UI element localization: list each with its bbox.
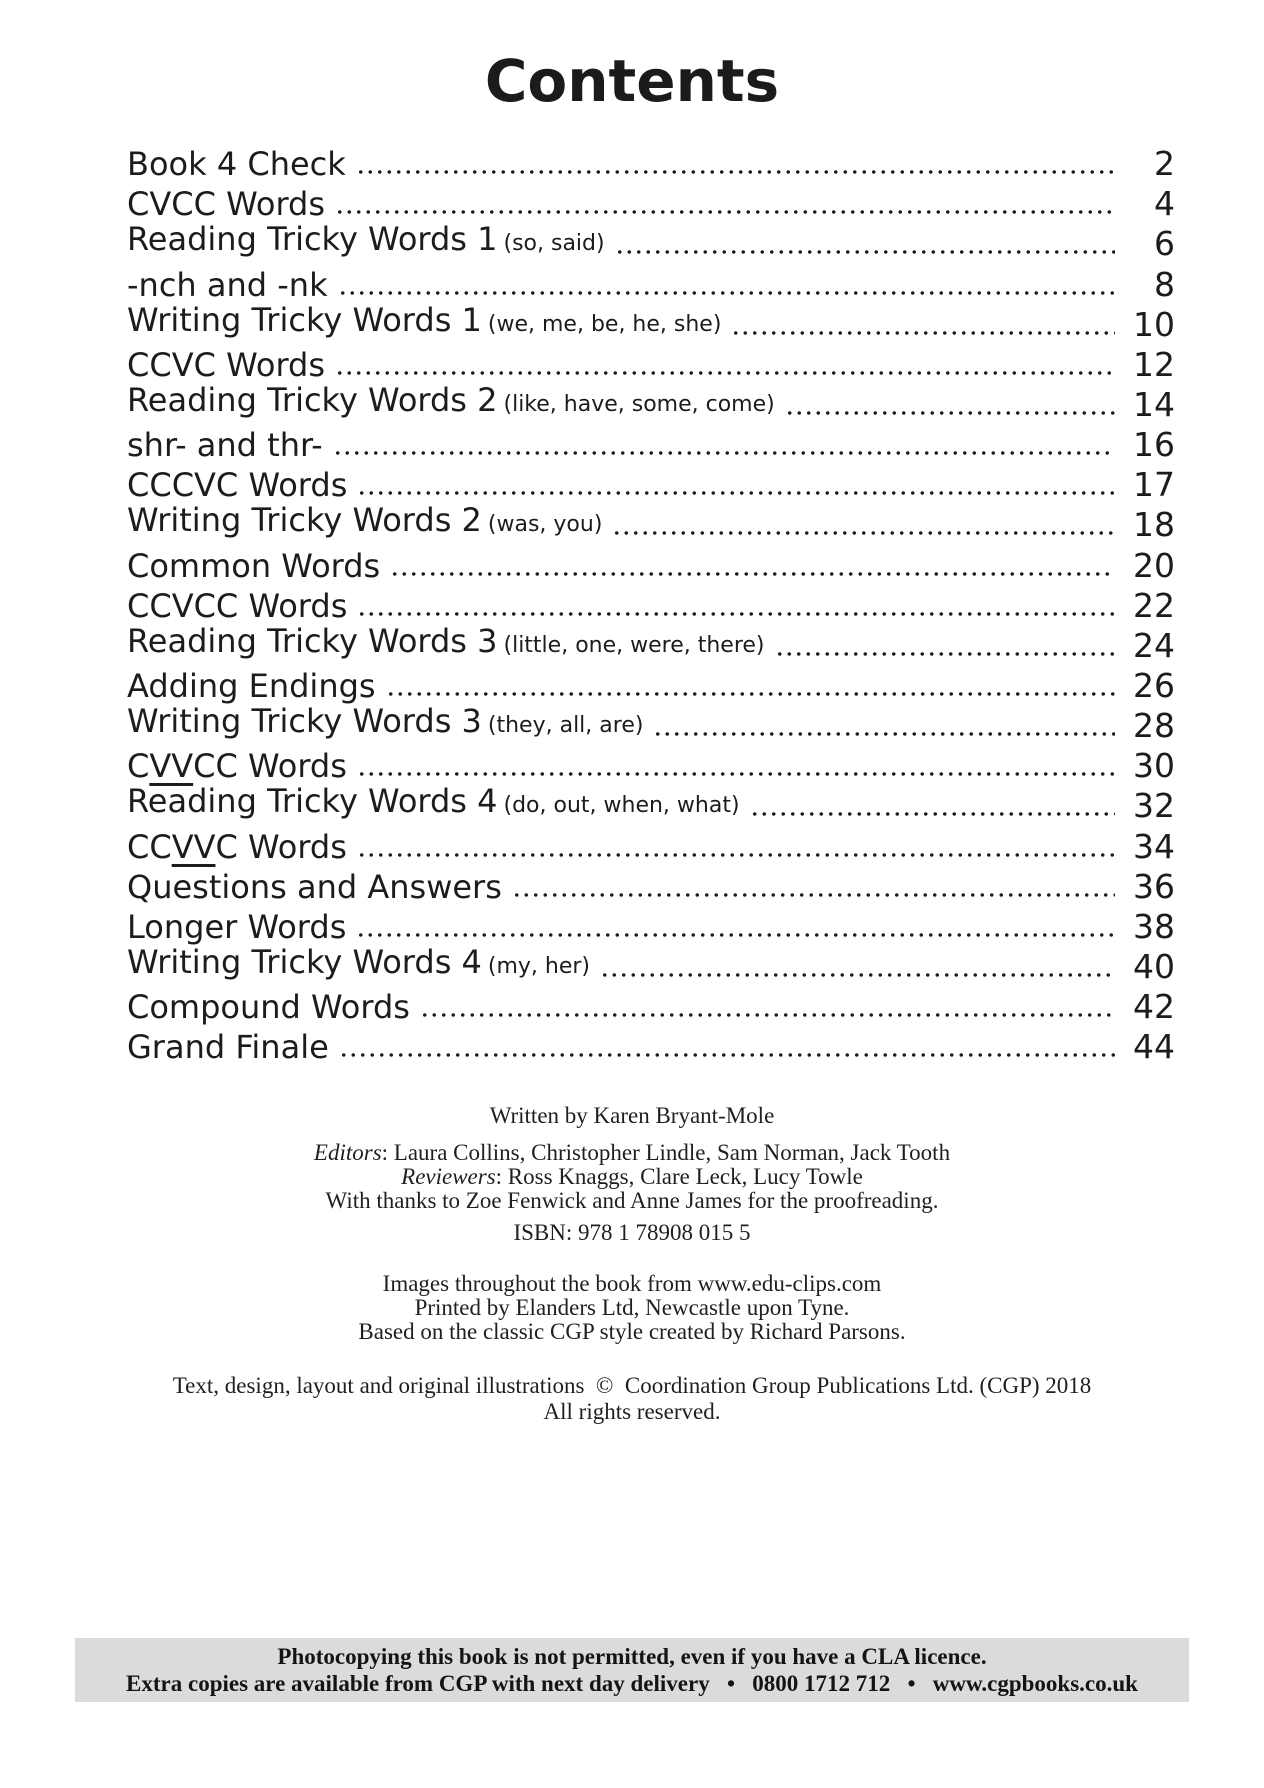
- toc-entry: [127, 905, 1175, 945]
- toc-entry-page: 36: [1133, 866, 1175, 906]
- toc-entry-page: 28: [1133, 706, 1175, 746]
- dot-leader: [333, 451, 1115, 455]
- toc-entry-page: 6: [1154, 224, 1175, 264]
- toc-entry-page: 20: [1133, 545, 1175, 585]
- copyright-line: Text, design, layout and original illustrations © Coordination Group Publications Ltd. (CGP) 2018: [172, 1373, 1092, 1399]
- toc-entry-page: 14: [1133, 384, 1175, 424]
- reviewers-names: : Ross Knaggs, Clare Leck, Lucy Towle: [495, 1164, 863, 1190]
- toc-entry-page: 34: [1133, 826, 1175, 866]
- toc-entry: [127, 543, 1175, 583]
- toc-entry: [127, 985, 1175, 1025]
- production-block: [0, 1272, 1264, 1344]
- dot-leader: [356, 170, 1115, 174]
- toc-entry-page: 40: [1133, 946, 1175, 986]
- reviewers-line: [0, 1165, 1264, 1189]
- toc-entry: [127, 222, 1175, 262]
- toc-entry-title: CCVCC Words: [127, 586, 348, 625]
- credits-section: [0, 1103, 1264, 1425]
- toc-entry-title: Reading Tricky Words 1 (so, said): [127, 220, 605, 259]
- toc-entry-title: Longer Words: [127, 907, 347, 946]
- toc-entry-subtitle: (my, her): [487, 953, 591, 979]
- toc-entry-subtitle: (they, all, are): [487, 713, 644, 739]
- toc-entry: [127, 942, 1175, 986]
- toc-entry: [127, 503, 1175, 543]
- printer-line: Printed by Elanders Ltd, Newcastle upon Tyne.: [414, 1295, 850, 1321]
- editors-label: Editors: [313, 1140, 382, 1166]
- page-title: Contents: [484, 47, 780, 115]
- toc-entry-title: CCCVC Words: [127, 466, 348, 505]
- dot-leader: [338, 291, 1115, 295]
- editors-block: [0, 1141, 1264, 1213]
- toc-entry-page: 12: [1133, 344, 1175, 384]
- toc-entry-page: 2: [1154, 144, 1175, 184]
- toc-entry-title: shr- and thr-: [127, 426, 323, 465]
- toc-entry-subtitle: (like, have, some, come): [503, 391, 775, 417]
- toc-entry-title: Writing Tricky Words 1 (we, me, be, he, she): [127, 300, 722, 339]
- toc-entry-title: Writing Tricky Words 2 (was, you): [127, 501, 603, 540]
- toc-entry-page: 8: [1154, 264, 1175, 304]
- reviewers-label: Reviewers: [401, 1164, 496, 1190]
- toc-entry: [127, 865, 1175, 905]
- toc-entry-page: 22: [1133, 585, 1175, 625]
- toc-entry: [127, 784, 1175, 824]
- toc-entry-title: Common Words: [127, 546, 381, 585]
- photocopy-notice-line: Photocopying this book is not permitted, even if you have a CLA licence.: [277, 1644, 987, 1669]
- toc-entry-page: 18: [1133, 505, 1175, 545]
- dot-leader: [357, 491, 1115, 495]
- toc-entry-page: 17: [1133, 465, 1175, 505]
- dot-leader: [731, 331, 1115, 335]
- images-credit-line: Images throughout the book from www.edu-clips.com: [382, 1271, 882, 1297]
- toc-entry-title: Reading Tricky Words 4 (do, out, when, what): [127, 782, 740, 821]
- toc-entry: [127, 343, 1175, 383]
- toc-entry: [127, 824, 1175, 864]
- dot-leader: [512, 893, 1115, 897]
- toc-entry-page: 4: [1154, 184, 1175, 224]
- toc-entry-page: 10: [1133, 304, 1175, 344]
- dot-leader: [335, 371, 1115, 375]
- written-by-line: Written by Karen Bryant-Mole: [489, 1103, 775, 1129]
- toc-entry-title: CVCC Words: [127, 185, 326, 224]
- dot-leader: [653, 732, 1115, 736]
- thanks-line: With thanks to Zoe Fenwick and Anne James for the proofreading.: [325, 1188, 939, 1214]
- toc-entry-title: Grand Finale: [127, 1028, 329, 1067]
- dot-leader: [357, 853, 1115, 857]
- toc-entry-subtitle: (so, said): [503, 231, 605, 257]
- photocopy-notice-bar: [75, 1638, 1189, 1702]
- toc-entry: [127, 621, 1175, 665]
- toc-entry-page: 26: [1133, 665, 1175, 705]
- toc-entry-title: Compound Words: [127, 988, 410, 1027]
- toc-entry: [127, 182, 1175, 222]
- toc-entry-title: Reading Tricky Words 2 (like, have, some, come): [127, 380, 775, 419]
- dot-leader: [775, 652, 1115, 656]
- dot-leader: [612, 531, 1115, 535]
- toc-entry-page: 24: [1133, 625, 1175, 665]
- toc-entry-title: Reading Tricky Words 3 (little, one, were, there): [127, 621, 765, 660]
- dot-leader: [420, 1013, 1115, 1017]
- editors-names: : Laura Collins, Christopher Lindle, Sam Norman, Jack Tooth: [381, 1140, 951, 1166]
- dot-leader: [390, 572, 1115, 576]
- toc-entry: [127, 744, 1175, 784]
- toc-entry-title: CVVCC Words: [127, 747, 347, 786]
- dot-leader: [386, 692, 1115, 696]
- toc-entry: [127, 1025, 1175, 1065]
- toc-entry-page: 32: [1133, 786, 1175, 826]
- isbn-line: ISBN: 978 1 78908 015 5: [513, 1220, 751, 1246]
- toc-entry-subtitle: (do, out, when, what): [503, 793, 740, 819]
- toc-entry: [127, 463, 1175, 503]
- toc-entry-title: Writing Tricky Words 3 (they, all, are): [127, 702, 644, 741]
- toc-entry-subtitle: (was, you): [487, 512, 603, 538]
- style-credit-line: Based on the classic CGP style created by Richard Parsons.: [358, 1319, 906, 1345]
- toc-entry-page: 38: [1133, 906, 1175, 946]
- dot-leader: [615, 250, 1115, 254]
- toc-entry-title: Adding Endings: [127, 666, 376, 705]
- toc-entry: [127, 300, 1175, 344]
- toc-entry: [127, 262, 1175, 302]
- toc-entry-title: Questions and Answers: [127, 867, 502, 906]
- toc-list: [0, 142, 1264, 1065]
- toc-entry: [127, 704, 1175, 744]
- dot-leader: [600, 973, 1115, 977]
- toc-entry-subtitle: (little, one, were, there): [503, 632, 765, 658]
- dot-leader: [357, 612, 1115, 616]
- dot-leader: [785, 411, 1115, 415]
- copyright-block: [0, 1373, 1264, 1425]
- toc-entry-page: 44: [1133, 1027, 1175, 1067]
- dot-leader: [750, 812, 1115, 816]
- toc-entry-title: CCVC Words: [127, 345, 326, 384]
- toc-entry-page: 30: [1133, 746, 1175, 786]
- dot-leader: [335, 210, 1115, 214]
- toc-entry-title: -nch and -nk: [127, 265, 328, 304]
- toc-entry: [127, 664, 1175, 704]
- toc-entry-title: Writing Tricky Words 4 (my, her): [127, 942, 591, 981]
- dot-leader: [356, 933, 1115, 937]
- toc-entry-subtitle: (we, me, be, he, she): [487, 311, 722, 337]
- dot-leader: [357, 772, 1115, 776]
- toc-entry-page: 16: [1133, 425, 1175, 465]
- toc-entry: [127, 584, 1175, 624]
- toc-entry-title: CCVVC Words: [127, 827, 347, 866]
- toc-entry-title: Book 4 Check: [127, 145, 346, 184]
- contact-line: Extra copies are available from CGP with next day delivery • 0800 1712 712 • www.cgpbooks.co.uk: [126, 1671, 1138, 1696]
- toc-entry: [127, 423, 1175, 463]
- toc-entry: [127, 142, 1175, 182]
- toc-entry-page: 42: [1133, 987, 1175, 1027]
- dot-leader: [339, 1053, 1115, 1057]
- rights-line: All rights reserved.: [543, 1399, 721, 1425]
- editors-line: [0, 1141, 1264, 1165]
- toc-entry: [127, 380, 1175, 424]
